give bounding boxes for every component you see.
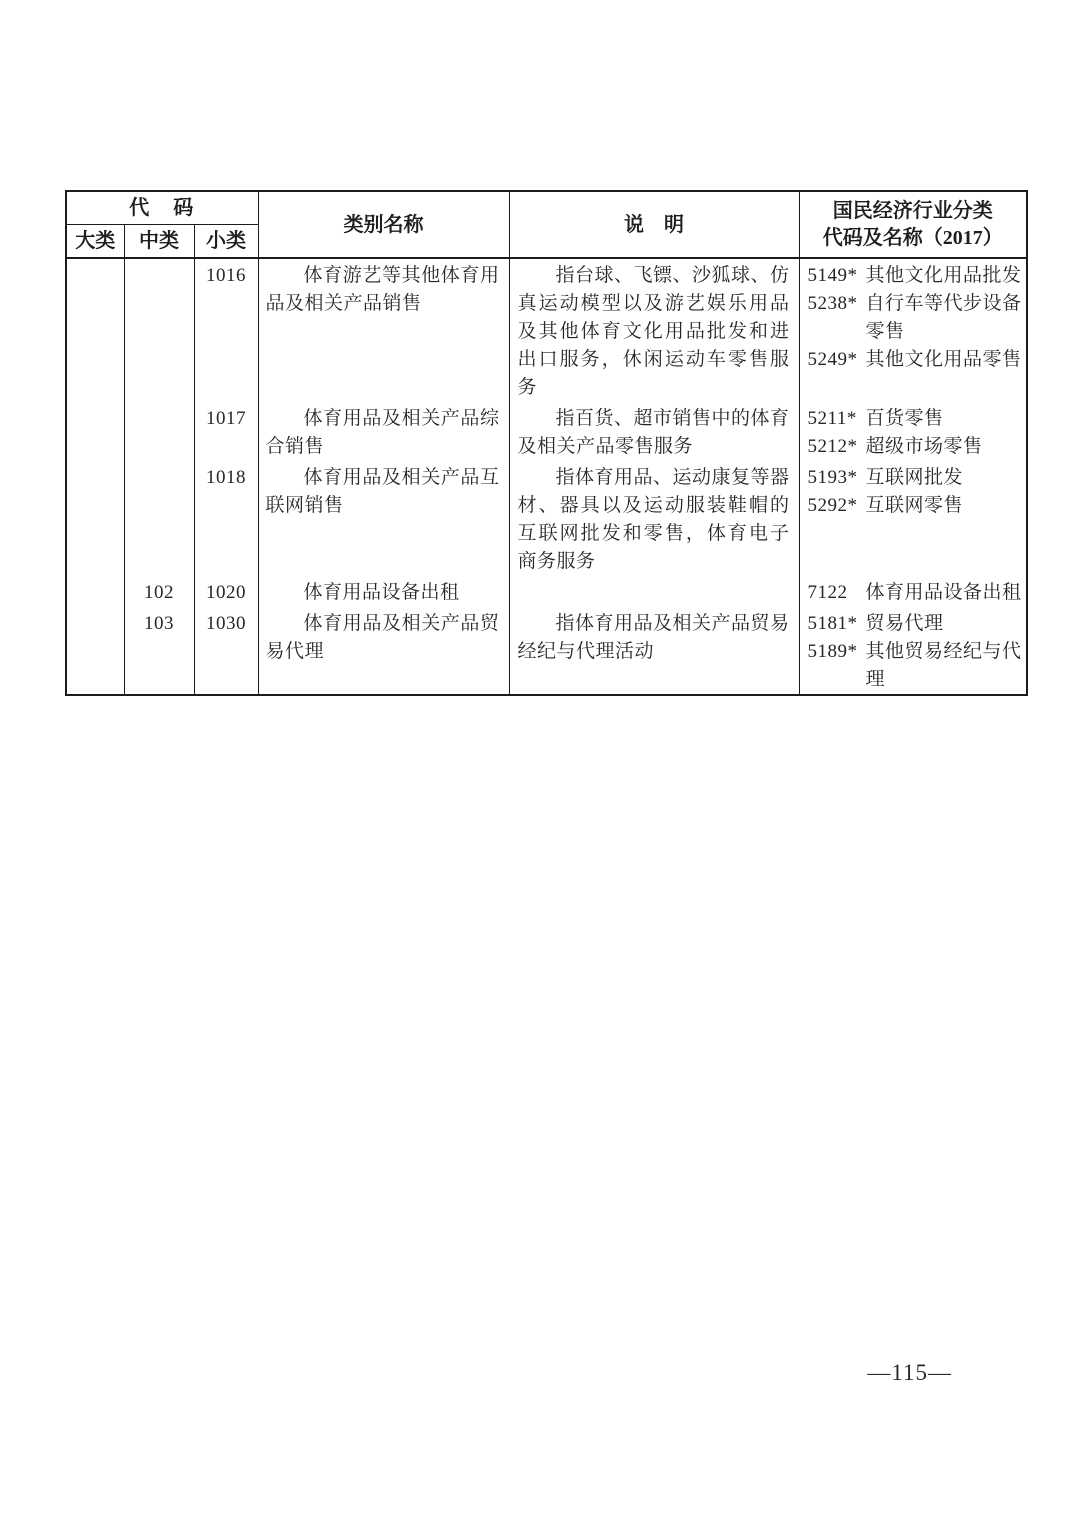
category-text: 体育用品及相关产品贸易代理 [265,613,500,662]
description-text: 指台球、飞镖、沙狐球、仿真运动模型以及游艺娱乐用品及其他体育文化用品批发和进出口服务，休闲运动车零售服务 [517,265,790,398]
cell-middle-class [124,461,194,576]
header-nec-line2: 代码及名称（2017） [822,226,1003,249]
category-text: 体育用品及相关产品综合销售 [265,408,500,457]
nec-entry [808,405,1025,433]
cell-middle-class [124,258,194,402]
header-nec-classification [799,191,1027,258]
nec-code: 7122 [807,582,848,603]
table-row [66,258,1027,402]
nec-name: 超级市场零售 [865,436,983,457]
category-text: 体育游艺等其他体育用品及相关产品销售 [265,265,500,314]
header-middle-class: 中类 [124,225,194,259]
nec-code: 5212* [807,436,858,457]
header-minor-class: 小类 [194,225,258,259]
cell-minor-class: 1020 [194,576,258,607]
cell-description [509,461,799,576]
cell-nec-codes [799,461,1027,576]
table-row [66,461,1027,576]
nec-code: 5249* [807,349,858,370]
nec-entry [808,492,1025,520]
nec-code: 5292* [807,495,858,516]
nec-name: 体育用品设备出租 [865,582,1022,603]
nec-name: 自行车等代步设备零售 [865,293,1022,342]
cell-minor-class: 1016 [194,258,258,402]
header-major-class: 大类 [66,225,124,259]
cell-description [509,576,799,607]
cell-major-class [66,607,124,695]
cell-category-name [258,576,509,607]
nec-entry [808,638,1025,694]
nec-code: 5189* [807,641,858,662]
cell-description [509,607,799,695]
nec-entry [808,262,1025,290]
header-description: 说 明 [509,191,799,258]
cell-category-name [258,607,509,695]
nec-entry [808,610,1025,638]
classification-table [65,190,1028,696]
table-row [66,576,1027,607]
nec-code: 5193* [807,467,858,488]
nec-entry [808,433,1025,461]
nec-name: 其他文化用品零售 [865,349,1022,370]
cell-category-name [258,258,509,402]
cell-minor-class: 1017 [194,402,258,461]
nec-name: 贸易代理 [865,613,944,634]
category-text: 体育用品设备出租 [303,582,460,603]
nec-code: 5149* [807,265,858,286]
table-header [66,191,1027,258]
cell-major-class [66,258,124,402]
header-nec-line1: 国民经济行业分类 [832,199,993,222]
nec-name: 百货零售 [865,408,944,429]
cell-nec-codes [799,258,1027,402]
page-number: —115— [867,1360,952,1385]
header-code-group: 代 码 [66,191,258,225]
cell-nec-codes [799,576,1027,607]
cell-category-name [258,461,509,576]
nec-code: 5211* [807,408,857,429]
table-row [66,607,1027,695]
cell-middle-class: 103 [124,607,194,695]
cell-middle-class [124,402,194,461]
cell-major-class [66,576,124,607]
nec-name: 互联网零售 [865,495,964,516]
cell-minor-class: 1018 [194,461,258,576]
nec-code: 5238* [807,293,858,314]
cell-nec-codes [799,402,1027,461]
nec-entry [808,346,1025,374]
nec-entry [808,579,1025,607]
nec-code: 5181* [807,613,858,634]
nec-entry [808,290,1025,346]
cell-description [509,402,799,461]
category-text: 体育用品及相关产品互联网销售 [265,467,500,516]
cell-description [509,258,799,402]
nec-name: 互联网批发 [865,467,964,488]
cell-nec-codes [799,607,1027,695]
cell-major-class [66,402,124,461]
nec-entry [808,464,1025,492]
nec-name: 其他贸易经纪与代理 [865,641,1022,690]
cell-category-name [258,402,509,461]
table-row [66,402,1027,461]
description-text: 指体育用品、运动康复等器材、器具以及运动服装鞋帽的互联网批发和零售，体育电子商务服务 [517,467,790,572]
cell-minor-class: 1030 [194,607,258,695]
description-text: 指体育用品及相关产品贸易经纪与代理活动 [517,613,790,662]
cell-middle-class: 102 [124,576,194,607]
nec-name: 其他文化用品批发 [865,265,1022,286]
cell-major-class [66,461,124,576]
description-text: 指百货、超市销售中的体育及相关产品零售服务 [517,408,790,457]
header-category-name: 类别名称 [258,191,509,258]
